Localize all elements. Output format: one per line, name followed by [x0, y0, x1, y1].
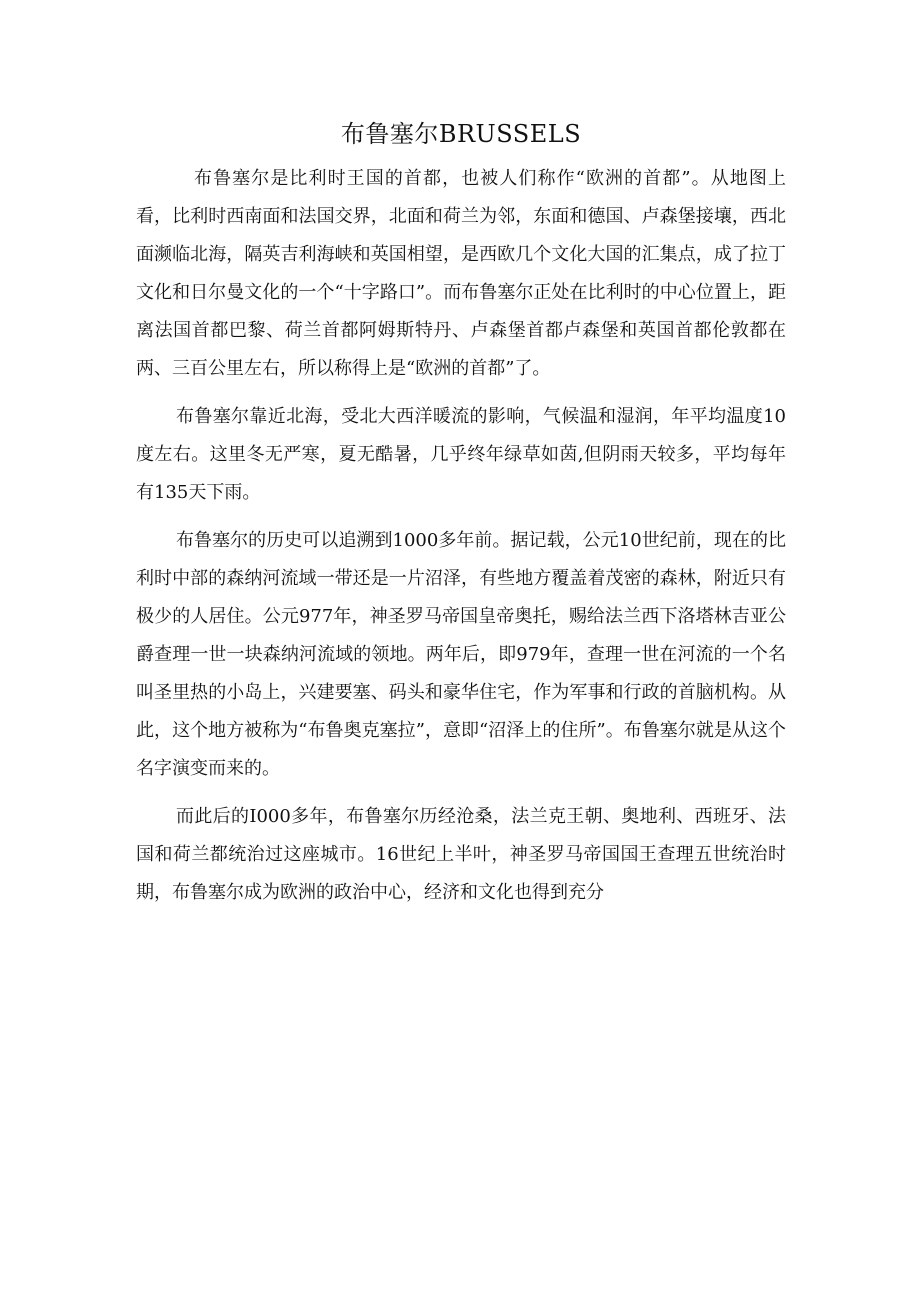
paragraph-later-history: 而此后的I000多年，布鲁塞尔历经沧桑，法兰克王朝、奥地利、西班牙、法国和荷兰都统治过这座城市。16世纪上半叶，神圣罗马帝国国王查理五世统治时期，布鲁塞尔成为欧洲的政治中心，经济和文化也得到充分 [136, 806, 786, 903]
paragraph-climate: 布鲁塞尔靠近北海，受北大西洋暖流的影响，气候温和湿润，年平均温度10度左右。这里冬无严寒，夏无酷暑，几乎终年绿草如茵,但阴雨天较多，平均每年有135天下雨。 [136, 406, 786, 503]
paragraph-intro: 布鲁塞尔是比利时王国的首都，也被人们称作“欧洲的首都”。从地图上看，比利时西南面和法国交界，北面和荷兰为邻，东面和德国、卢森堡接壤，西北面濒临北海，隔英吉利海峡和英国相望，是西欧几个文化大国的汇集点，成了拉丁文化和日尔曼文化的一个“十字路口”。而布鲁塞尔正处在比利时的中心位置上，距离法国首都巴黎、荷兰首都阿姆斯特丹、卢森堡首都卢森堡和英国首都伦敦都在两、三百公里左右，所以称得上是“欧洲的首都”了。 [136, 168, 786, 379]
document-page [136, 112, 786, 922]
paragraph-history: 布鲁塞尔的历史可以追溯到1000多年前。据记载，公元10世纪前，现在的比利时中部的森纳河流域一带还是一片沼泽，有些地方覆盖着茂密的森林，附近只有极少的人居住。公元977年，神圣罗马帝国皇帝奥托，赐给法兰西下洛塔林吉亚公爵查理一世一块森纳河流域的领地。两年后，即979年，查理一世在河流的一个名叫圣里热的小岛上，兴建要塞、码头和豪华住宅，作为军事和行政的首脑机构。从此，这个地方被称为“布鲁奥克塞拉”，意即“沼泽上的住所”。布鲁塞尔就是从这个名字演变而来的。 [136, 530, 786, 779]
document-title: 布鲁塞尔BRUSSELS [340, 120, 582, 148]
